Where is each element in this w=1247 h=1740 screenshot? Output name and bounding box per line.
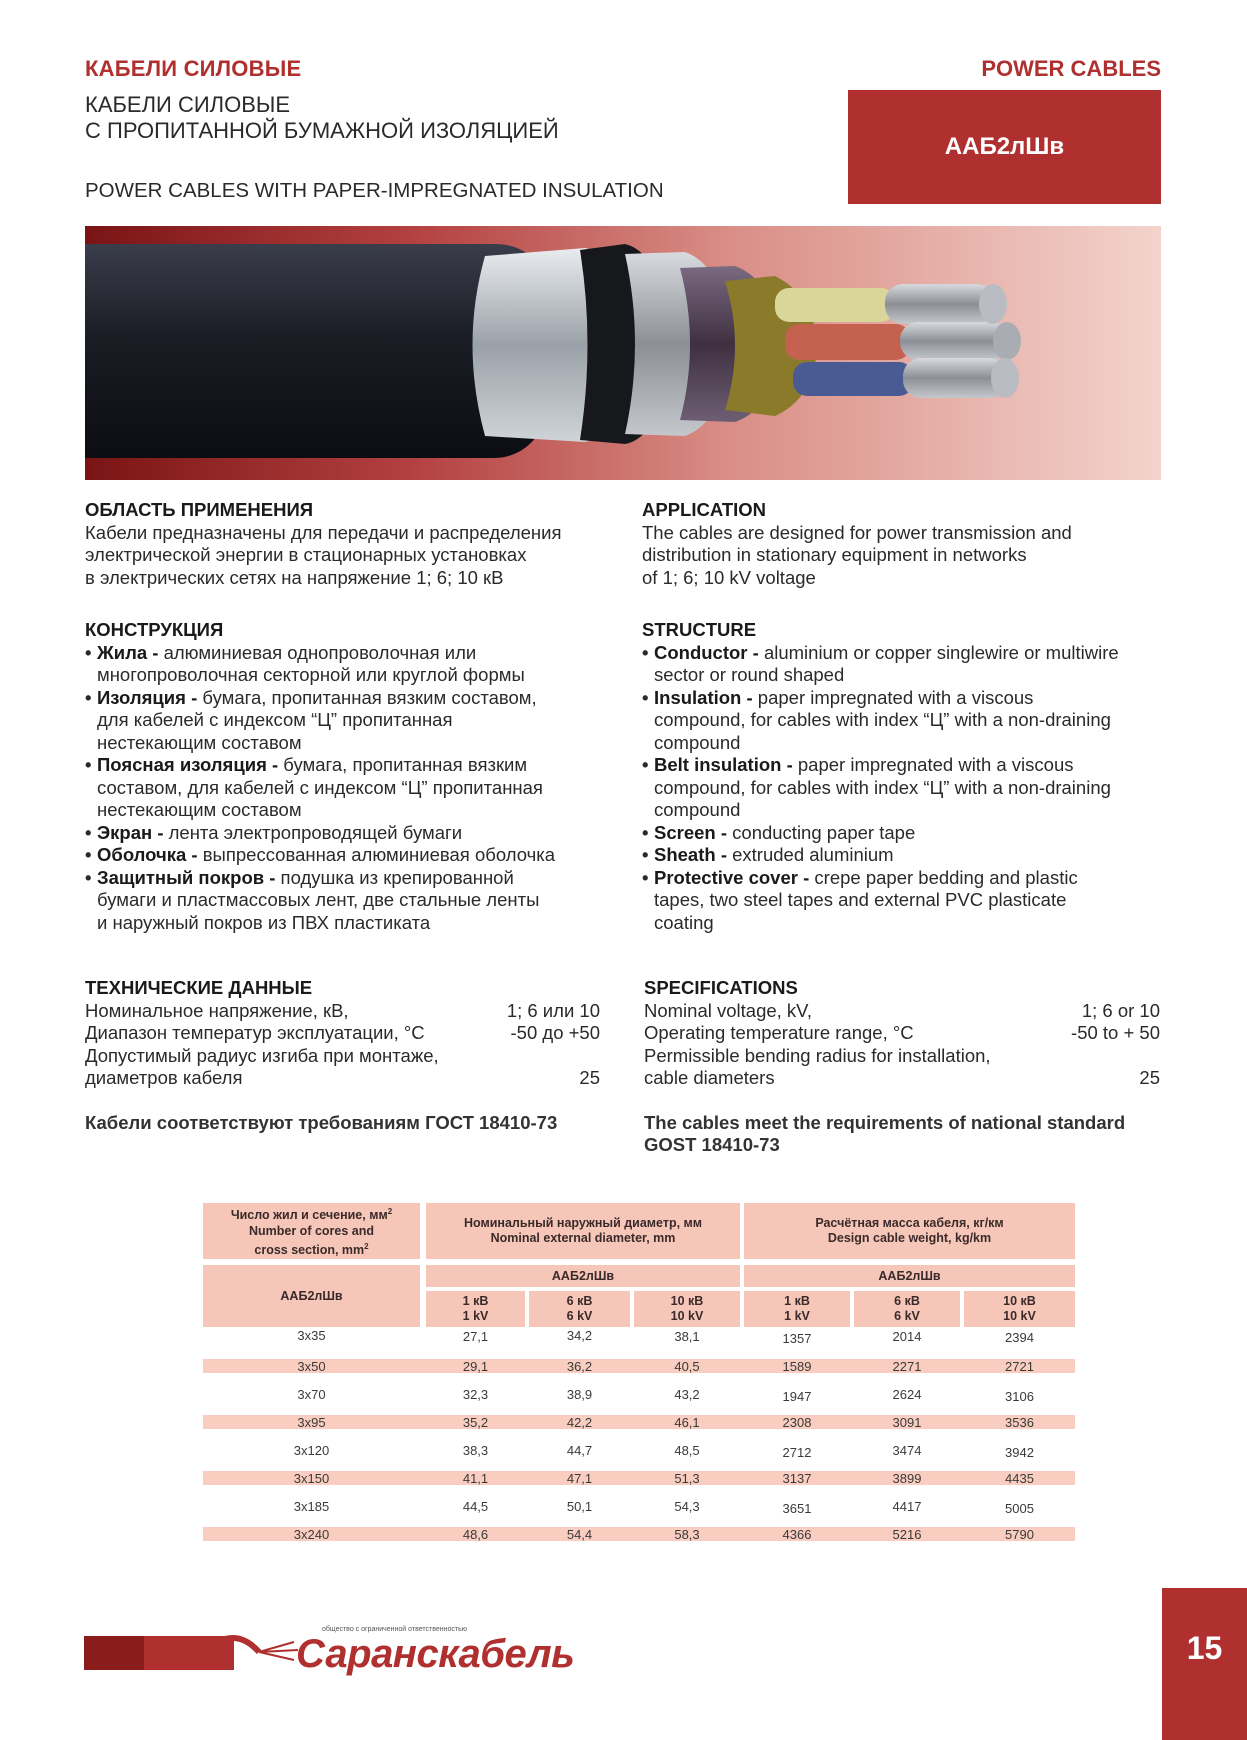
structure-en-item: • Sheath - extruded aluminium (642, 844, 1172, 867)
table-header-v6-mass: 6 кВ 6 kV (854, 1291, 960, 1327)
gost-note-en: The cables meet the requirements of national standard GOST 18410-73 (644, 1112, 1126, 1155)
structure-en-heading: STRUCTURE (642, 619, 757, 640)
application-en (642, 499, 1162, 589)
company-name: Саранскабель (296, 1632, 575, 1676)
structure-ru-item: • Защитный покров - подушка из крепированной бумаги и пластмассовых лент, две стальные ленты и наружный покров из ПВХ пластиката (85, 867, 630, 935)
application-en-line: distribution in stationary equipment in networks (642, 544, 1027, 565)
table-row: 3х120 38,3 44,7 48,5 2712 3474 3942 (293, 1443, 1034, 1460)
structure-en-item: • Conductor - aluminium or copper singlewire or multiwire sector or round shaped (642, 642, 1172, 687)
application-en-line: of 1; 6; 10 kV voltage (642, 566, 816, 588)
structure-ru-item: • Экран - лента электропроводящей бумаги (85, 822, 630, 845)
table-header-diameter: Номинальный наружный диаметр, мм Nominal external diameter, mm (426, 1203, 740, 1259)
section-title-ru: КАБЕЛИ СИЛОВЫЕ (85, 56, 302, 81)
company-logo (84, 1628, 664, 1678)
spec-radius-ru-label: Допустимый радиус изгиба при монтаже, (85, 1044, 439, 1066)
table-header-v10-diam: 10 кВ 10 kV (634, 1291, 740, 1327)
application-ru-line: электрической энергии в стационарных установках (85, 544, 527, 565)
page-title-en: POWER CABLES WITH PAPER-IMPREGNATED INSULATION (85, 179, 664, 202)
structure-ru-item: • Жила - алюминиевая однопроволочная или многопроволочная секторной или круглой формы (85, 642, 630, 687)
spec-voltage-ru: Номинальное напряжение, кВ, 1; 6 или 10 (85, 999, 600, 1021)
spec-temp-ru: Диапазон температур эксплуатации, °С -50 до +50 (85, 1022, 600, 1043)
table-header-v6-diam: 6 кВ 6 kV (529, 1291, 630, 1327)
table-row: 3х50 29,1 36,2 40,5 1589 2271 2721 (203, 1359, 1075, 1373)
structure-ru (85, 619, 630, 934)
specs-en-heading: SPECIFICATIONS (644, 977, 798, 998)
application-en-line: The cables are designed for power transmission and (642, 521, 1072, 543)
table-header-mass: Расчётная масса кабеля, кг/км Design cable weight, kg/km (744, 1203, 1075, 1259)
specs-ru-heading: ТЕХНИЧЕСКИЕ ДАННЫЕ (85, 977, 313, 998)
company-tagline: общество с ограниченной ответственностью (322, 1626, 467, 1633)
structure-en-item: • Protective cover - crepe paper bedding and plastic tapes, two steel tapes and external PVC plasticate coating (642, 867, 1172, 935)
table-row: 3х35 27,1 34,2 38,1 1357 2014 2394 (297, 1328, 1034, 1346)
cable-data-table (203, 1203, 1075, 1543)
spec-voltage-en: Nominal voltage, kV, 1; 6 or 10 (644, 999, 1160, 1021)
table-header-v1-diam: 1 кВ 1 kV (426, 1291, 525, 1327)
model-badge: ААБ2лШв (848, 90, 1161, 204)
table-header-model-diam: ААБ2лШв (426, 1265, 740, 1287)
spec-temp-en: Operating temperature range, °C -50 to + 50 (644, 1022, 1160, 1043)
application-ru-heading: ОБЛАСТЬ ПРИМЕНЕНИЯ (85, 499, 314, 520)
table-header-cores: Число жил и сечение, $мм^2$ Number of cores and cross section, $mm^2$ (203, 1203, 420, 1259)
application-ru-line: Кабели предназначены для передачи и распределения (85, 521, 562, 543)
structure-ru-item: • Оболочка - выпрессованная алюминиевая оболочка (85, 844, 630, 867)
table-header-model: ААБ2лШв (203, 1265, 420, 1327)
application-ru-line: в электрических сетях на напряжение 1; 6; 10 кВ (85, 566, 504, 588)
table-row: 3х150 41,1 47,1 51,3 3137 3899 4435 (203, 1471, 1075, 1485)
gost-note-ru: Кабели соответствуют требованиям ГОСТ 18410-73 (85, 1112, 558, 1133)
structure-ru-heading: КОНСТРУКЦИЯ (85, 619, 224, 640)
title-ru-line2: С ПРОПИТАННОЙ БУМАЖНОЙ ИЗОЛЯЦИЕЙ (85, 118, 559, 143)
section-title-en: POWER CABLES (981, 56, 1161, 81)
spec-radius-en-label: Permissible bending radius for installation, (644, 1044, 991, 1066)
specs-en (644, 977, 1160, 1090)
structure-en-item: • Insulation - paper impregnated with a viscous compound, for cables with index “Ц” with a non-draining compound (642, 687, 1172, 755)
structure-ru-item: • Изоляция - бумага, пропитанная вязким составом, для кабелей с индексом “Ц” пропитанная нестекающим составом (85, 687, 630, 755)
table-header-model-mass: ААБ2лШв (744, 1265, 1075, 1287)
application-ru (85, 499, 625, 589)
table-header-v10-mass: 10 кВ 10 kV (964, 1291, 1075, 1327)
table-row: 3х185 44,5 50,1 54,3 3651 4417 5005 (293, 1499, 1034, 1516)
table-row: 3х95 35,2 42,2 46,1 2308 3091 3536 (203, 1415, 1075, 1429)
title-ru-line1: КАБЕЛИ СИЛОВЫЕ (85, 92, 291, 117)
page-title-ru (85, 92, 559, 144)
table-header-v1-mass: 1 кВ 1 kV (744, 1291, 850, 1327)
structure-ru-item: • Поясная изоляция - бумага, пропитанная вязким составом, для кабелей с индексом “Ц” пропитанная нестекающим составом (85, 754, 630, 822)
spec-radius-ru: диаметров кабеля 25 (85, 1067, 600, 1088)
structure-en-item: • Screen - conducting paper tape (642, 822, 1172, 845)
cable-photo (85, 226, 1161, 480)
specs-ru (85, 977, 600, 1090)
table-row: 3х240 48,6 54,4 58,3 4366 5216 5790 (203, 1527, 1075, 1541)
structure-en (642, 619, 1172, 934)
spec-radius-en: cable diameters 25 (644, 1067, 1160, 1088)
table-row: 3х70 32,3 38,9 43,2 1947 2624 3106 (297, 1387, 1034, 1404)
cable-illustration (85, 226, 1161, 480)
structure-en-item: • Belt insulation - paper impregnated with a viscous compound, for cables with index “Ц” with a non-draining compound (642, 754, 1172, 822)
application-en-heading: APPLICATION (642, 499, 767, 520)
page-number: 15 (1162, 1588, 1247, 1740)
